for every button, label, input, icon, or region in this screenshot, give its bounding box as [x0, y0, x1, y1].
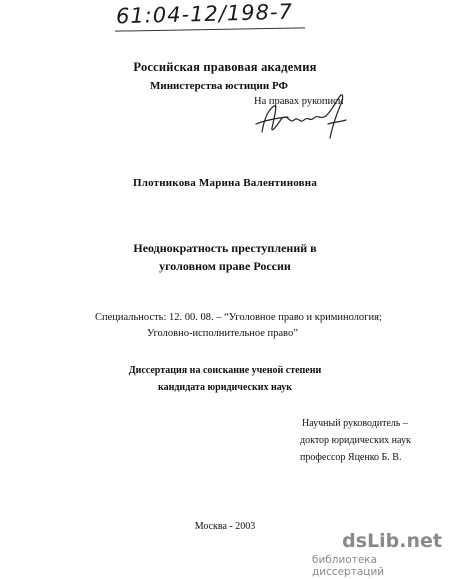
watermark-subtitle: библиотека диссертаций	[312, 554, 385, 578]
dissertation-title-line-2: уголовном праве России	[159, 259, 291, 273]
dissertation-title-line-1: Неоднократность преступлений в	[133, 241, 317, 255]
inventory-code: 61:04-12/198-7	[115, 0, 294, 29]
inventory-code-underline	[115, 27, 305, 31]
dslib-watermark[interactable]	[312, 530, 442, 576]
degree-statement-line-2: кандидата юридических наук	[158, 382, 292, 393]
author-name: Плотникова Марина Валентиновна	[132, 177, 318, 189]
academy-name: Российская правовая академия	[133, 60, 317, 74]
city-and-year: Москва - 2003	[194, 521, 256, 532]
advisor-name: профессор Яценко Б. В.	[300, 452, 402, 463]
watermark-logo: dsLib.net	[342, 530, 442, 552]
specialty-line-2: Уголовно-исполнительное право”	[147, 328, 298, 339]
manuscript-note: На правах рукописи	[254, 96, 344, 107]
degree-statement-line-1: Диссертация на соискание ученой степени	[128, 365, 322, 376]
handwritten-signature	[244, 84, 354, 144]
advisor-role: Научный руководитель –	[302, 418, 408, 429]
specialty-line-1: Специальность: 12. 00. 08. – “Уголовное право и криминология;	[95, 312, 382, 323]
ministry-name: Министерства юстиции РФ	[150, 80, 288, 92]
advisor-degree: доктор юридических наук	[300, 435, 411, 446]
